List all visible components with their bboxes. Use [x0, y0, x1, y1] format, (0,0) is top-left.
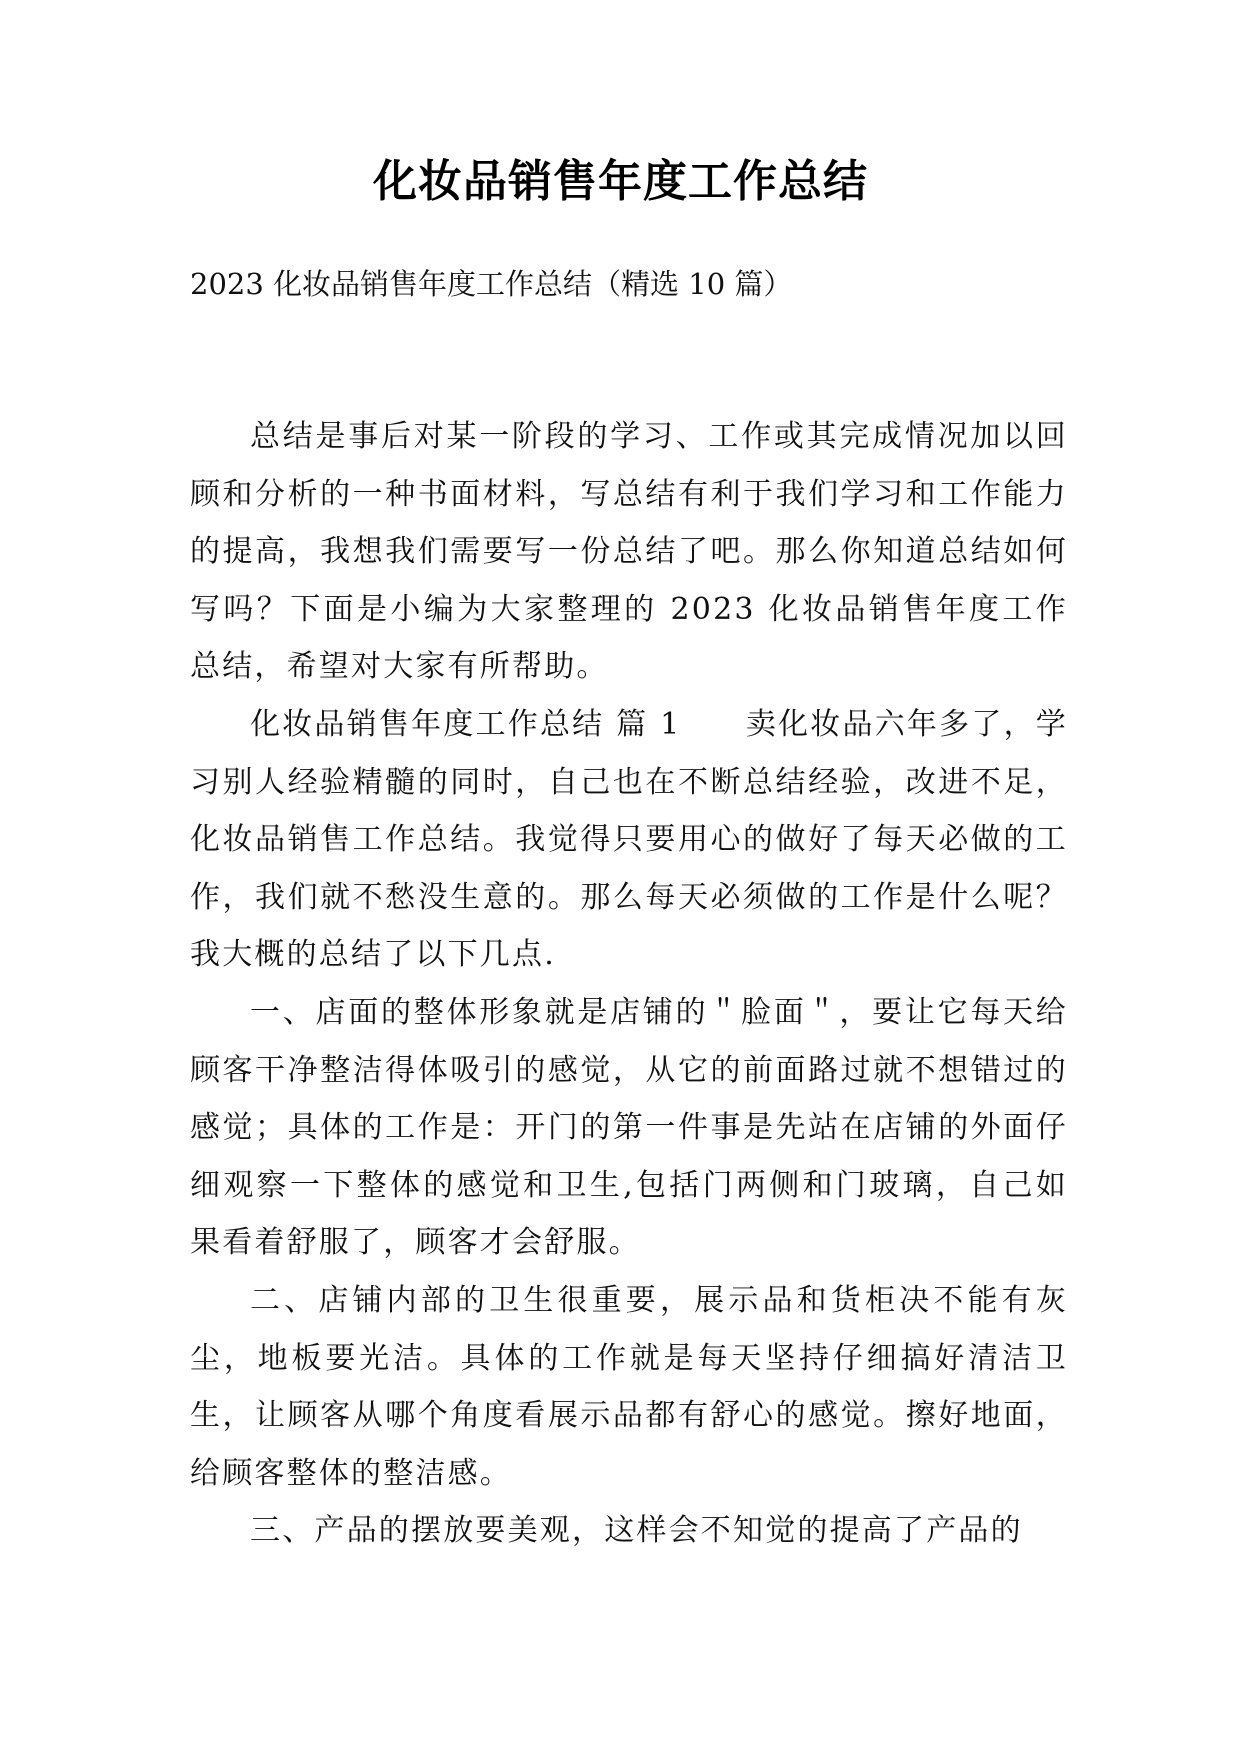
- document-body: [190, 408, 1068, 1560]
- document-subtitle: 2023 化妆品销售年度工作总结（精选 10 篇）: [190, 267, 793, 301]
- document-title: 化妆品销售年度工作总结: [373, 156, 868, 207]
- paragraph-point-3: 三、产品的摆放要美观，这样会不知觉的提高了产品的: [250, 1513, 1023, 1549]
- paragraph-point-2: 二、店铺内部的卫生很重要，展示品和货柜决不能有灰尘，地板要光洁。具体的工作就是每天坚持仔细搞好清洁卫生，让顾客从哪个角度看展示品都有舒心的感觉。擦好地面，给顾客整体的整洁感。: [190, 1282, 1068, 1491]
- paragraph-point-1: 一、店面的整体形象就是店铺的＂脸面＂，要让它每天给顾客干净整洁得体吸引的感觉，从它的前面路过就不想错过的感觉；具体的工作是：开门的第一件事是先站在店铺的外面仔细观察一下整体的感觉和卫生,包括门两侧和门玻璃，自己如果看着舒服了，顾客才会舒服。: [190, 994, 1068, 1261]
- paragraph-intro: 总结是事后对某一阶段的学习、工作或其完成情况加以回顾和分析的一种书面材料，写总结有利于我们学习和工作能力的提高，我想我们需要写一份总结了吧。那么你知道总结如何写吗？下面是小编为大家整理的 2023 化妆品销售年度工作总结，希望对大家有所帮助。: [190, 419, 1068, 685]
- paragraph-part-1: 化妆品销售年度工作总结 篇 1 卖化妆品六年多了，学习别人经验精髓的同时，自己也在不断总结经验，改进不足，化妆品销售工作总结。我觉得只要用心的做好了每天必做的工作，我们就不愁没生意的。那么每天必须做的工作是什么呢？我大概的总结了以下几点.: [190, 706, 1068, 973]
